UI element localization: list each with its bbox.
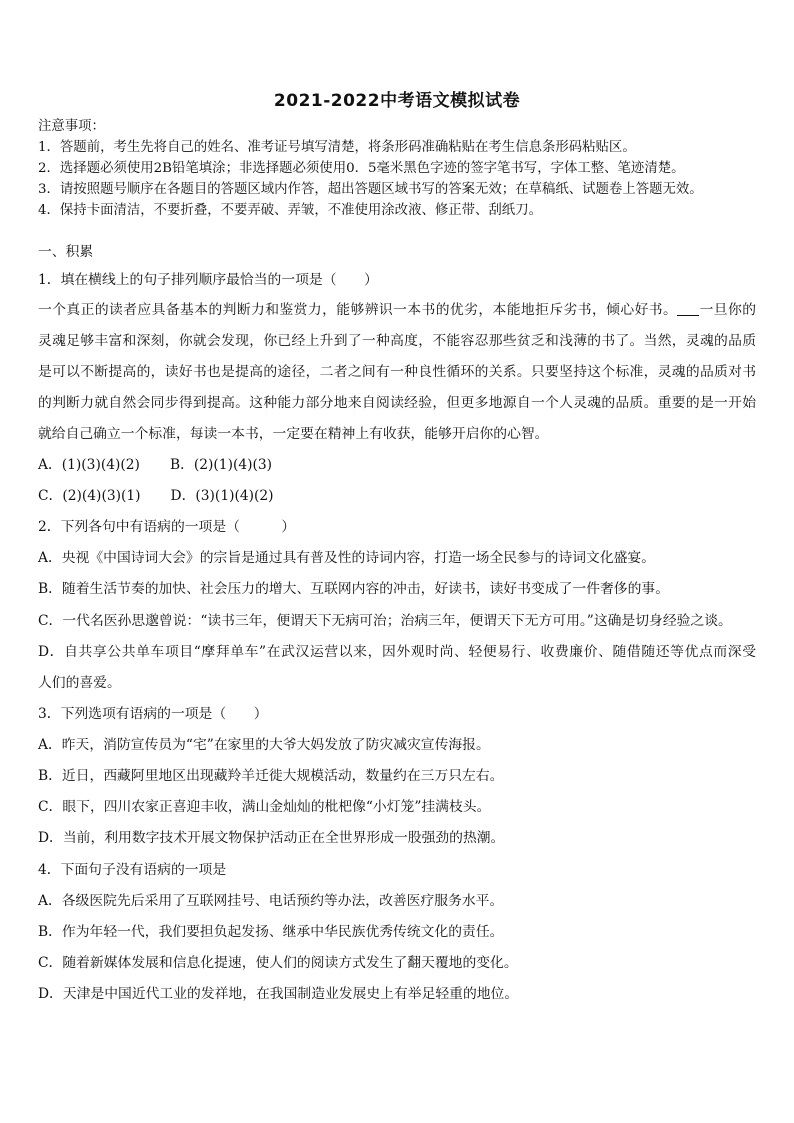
option-d-continued: 人们的喜爱。 — [38, 675, 121, 691]
passage-line — [38, 301, 756, 319]
option-b: B．作为年轻一代，我们要担负起发扬、继承中华民族优秀传统文化的责任。 — [38, 924, 504, 940]
option-c: C．随着新媒体发展和信息化提速，使人们的阅读方式发生了翻天覆地的变化。 — [38, 955, 518, 971]
option-a: A．(1)(3)(4)(2) — [38, 457, 140, 473]
passage-line: 灵魂足够丰富和深刻，你就会发现，你已经上升到了一种高度，不能容忍那些贫乏和浅薄的书了。当然，灵魂的品质 — [38, 333, 756, 349]
question-stem: 1．填在横线上的句子排列顺序最恰当的一项是（ ） — [38, 272, 378, 288]
fill-blank — [677, 303, 699, 316]
passage-line: 的判断力就自然会同步得到提高。这种能力部分地来自阅读经验，但更多地源自一个人灵魂的品质。重要的是一开始 — [38, 395, 756, 411]
passage-text: 一个真正的读者应具备基本的判断力和鉴赏力，能够辨识一本书的优劣，本能地拒斥劣书，倾心好书。 — [38, 302, 678, 318]
option-d: D．(3)(1)(4)(2) — [170, 488, 274, 504]
option-a: A．央视《中国诗词大会》的宗旨是通过具有普及性的诗词内容，打造一场全民参与的诗词文化盛宴。 — [38, 550, 656, 566]
option-d: D．自共享公共单车项目“摩拜单车”在武汉运营以来，因外观时尚、轻便易行、收费廉价、随借随还等优点而深受 — [38, 644, 756, 660]
option-row — [38, 487, 274, 505]
question-stem: 3．下列选项有语病的一项是（ ） — [38, 706, 268, 722]
question-stem: 2．下列各句中有语病的一项是（ ） — [38, 519, 296, 535]
option-c: C．(2)(4)(3)(1) — [38, 488, 141, 504]
passage-line: 就给自己确立一个标准，每读一本书，一定要在精神上有收获，能够开启你的心智。 — [38, 426, 549, 442]
passage-text: 一旦你的 — [699, 302, 757, 318]
page-title: 2021-2022中考语文模拟试卷 — [273, 91, 521, 111]
option-b: B．近日，西藏阿里地区出现藏羚羊迁徙大规模活动，数量约在三万只左右。 — [38, 768, 504, 784]
notice-heading: 注意事项： — [38, 119, 105, 134]
notice-item: 3．请按照题号顺序在各题目的答题区域内作答，超出答题区域书写的答案无效；在草稿纸、试题卷上答题无效。 — [38, 182, 703, 197]
passage-line: 是可以不断提高的，读好书也是提高的途径，二者之间有一种良性循环的关系。只要坚持这个标准，灵魂的品质对书 — [38, 364, 756, 380]
option-b: B．随着生活节奏的加快、社会压力的增大、互联网内容的冲击，好读书，读好书变成了一件奢侈的事。 — [38, 581, 669, 597]
option-d: D．天津是中国近代工业的发祥地，在我国制造业发展史上有举足轻重的地位。 — [38, 986, 519, 1002]
question-stem: 4．下面句子没有语病的一项是 — [38, 862, 227, 878]
section-heading: 一、积累 — [38, 244, 94, 260]
notice-item: 2．选择题必须使用2B铅笔填涂；非选择题必须使用0．5毫米黑色字迹的签字笔书写，字体工整、笔迹清楚。 — [38, 161, 685, 176]
option-a: A．各级医院先后采用了互联网挂号、电话预约等办法，改善医疗服务水平。 — [38, 893, 504, 909]
notice-item: 1．答题前，考生先将自己的姓名、准考证号填写清楚，将条形码准确粘贴在考生信息条形码粘贴区。 — [38, 140, 636, 155]
option-a: A．昨天，消防宣传员为“宅”在家里的大爷大妈发放了防灾减灾宣传海报。 — [38, 737, 490, 753]
option-c: C．一代名医孙思邈曾说：“读书三年，便谓天下无病可治；治病三年，便谓天下无方可用。”这确是切身经验之谈。 — [38, 613, 732, 629]
option-d: D．当前，利用数字技术开展文物保护活动正在全世界形成一股强劲的热潮。 — [38, 830, 505, 846]
option-row — [38, 456, 272, 474]
option-b: B．(2)(1)(4)(3) — [169, 457, 273, 473]
notice-item: 4．保持卡面清洁，不要折叠，不要弄破、弄皱，不准使用涂改液、修正带、刮纸刀。 — [38, 203, 542, 218]
option-c: C．眼下，四川农家正喜迎丰收，满山金灿灿的枇杷像“小灯笼”挂满枝头。 — [38, 799, 491, 815]
